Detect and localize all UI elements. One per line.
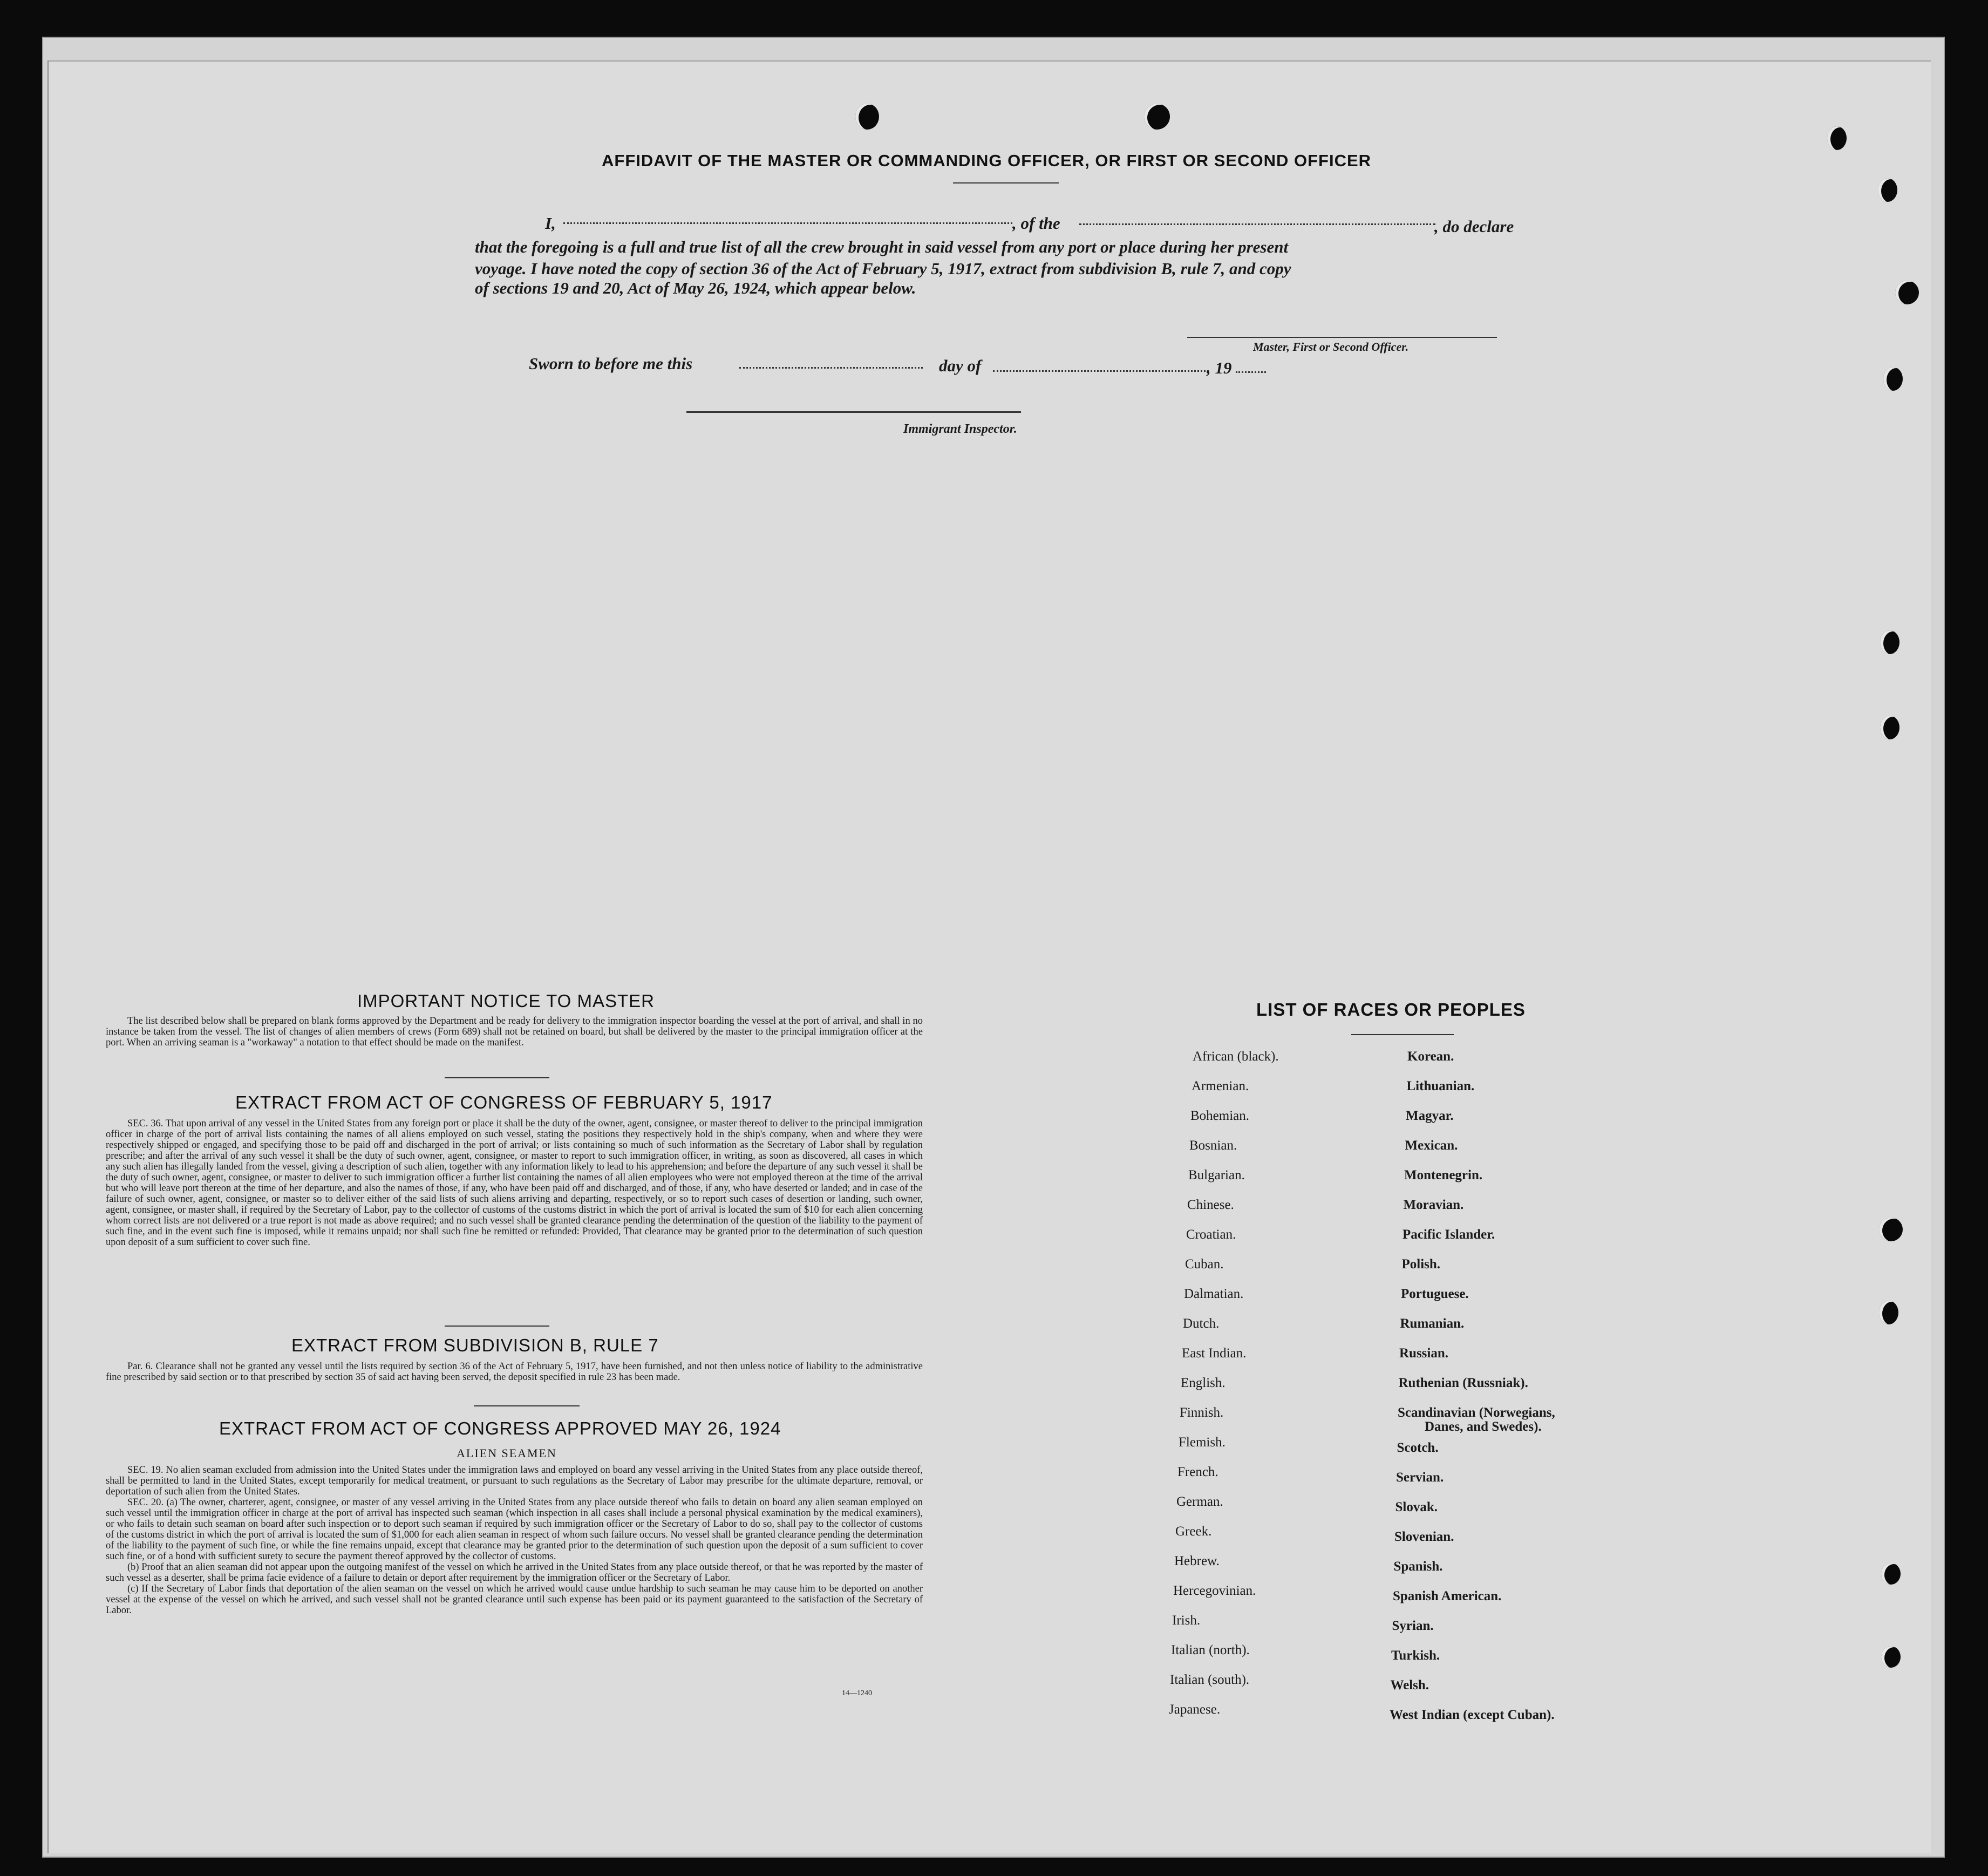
section-rule xyxy=(445,1326,549,1327)
extract-1924-title: EXTRACT FROM ACT OF CONGRESS APPROVED MAY 26, 1924 xyxy=(219,1418,781,1438)
race-item: Polish. xyxy=(1401,1257,1441,1272)
notice-text: The list described below shall be prepared on blank forms approved by the Department and be ready for delivery to the immigration inspector boarding the vessel at the port of arrival, and shall in no instance be taken from the vessel. The list of changes of alien members of crews (Form 689) shall not be retained on board, but shall be delivered by the master to the principal immigration officer at the port. When an arriving seaman is a "workaway" a notation to that effect should be made on the manifest. xyxy=(106,1016,923,1048)
race-item: Mexican. xyxy=(1405,1138,1458,1153)
vessel-field[interactable] xyxy=(1079,223,1435,225)
section-rule xyxy=(474,1405,580,1406)
race-item: Dutch. xyxy=(1183,1316,1220,1331)
race-item: Hercegovinian. xyxy=(1173,1583,1256,1598)
punch-hole xyxy=(1144,104,1170,130)
race-item: Moravian. xyxy=(1403,1198,1464,1212)
affidavit-line-3: voyage. I have noted the copy of section 36 of the Act of February 5, 1917, extract from subdivision B, rule 7, and copy xyxy=(475,259,1291,278)
punch-hole xyxy=(1879,1301,1898,1324)
race-item: Bulgarian. xyxy=(1188,1168,1245,1182)
race-item: Chinese. xyxy=(1187,1198,1234,1212)
punch-hole xyxy=(1881,1563,1901,1585)
alien-seamen-subtitle: ALIEN SEAMEN xyxy=(457,1446,557,1460)
affidavit-line-2: that the foregoing is a full and true list of all the crew brought in said vessel from any port or place during her present xyxy=(475,237,1289,256)
race-item: Portuguese. xyxy=(1401,1287,1469,1301)
sec-20c-text: (c) If the Secretary of Labor finds that deportation of the alien seaman on the vessel on which he arrived would cause undue hardship to such seaman he may cause him to be deported on another vessel at the expense of the vessel on which he arrived, and such vessel shall not be granted clearance until such expense has been paid or its payment guaranteed to the satisfaction of the Secretary of Labor. xyxy=(106,1583,923,1616)
race-item: Bosnian. xyxy=(1189,1138,1237,1153)
day-of-label: day of xyxy=(939,356,982,375)
race-item: Montenegrin. xyxy=(1404,1168,1483,1182)
sworn-day-field[interactable] xyxy=(739,367,923,369)
race-item: Bohemian. xyxy=(1190,1109,1250,1123)
race-item: African (black). xyxy=(1193,1049,1279,1064)
rule-7-body xyxy=(106,1361,923,1383)
race-item: Scandinavian (Norwegians, xyxy=(1398,1405,1555,1420)
race-item: Russian. xyxy=(1399,1346,1449,1361)
extract-1917-body xyxy=(106,1118,923,1248)
race-item: Croatian. xyxy=(1186,1227,1236,1242)
extract-1917-title: EXTRACT FROM ACT OF CONGRESS OF FEBRUARY 5, 1917 xyxy=(235,1092,773,1112)
race-item: Greek. xyxy=(1175,1524,1212,1539)
sec-20a-text: SEC. 20. (a) The owner, charterer, agent, consignee, or master of any vessel arriving in the United States from any place outside thereof who fails to detain on board any alien seaman employed on such vessel until the immigration officer in charge at the port of arrival has inspected such seaman (which inspection in all cases shall include a personal physical examination by the medical examiners), or who fails to detain such seaman on board after such inspection or to deport such seaman if required by such immigration officer or the Secretary of Labor to do so, shall pay to the collector of customs of the customs district in which the port of arrival is located the sum of $1,000 for each alien seaman in respect of whom such failure occurs. No vessel shall be granted clearance pending the determination of the liability to the payment of such fine, or while the fine remains unpaid, except that clearance may be granted prior to the determination of such question upon the deposit of a sum sufficient to cover such fine, or of a bond with sufficient surety to secure the payment thereof approved by the collector of customs. xyxy=(106,1497,923,1562)
of-the-label: , of the xyxy=(1012,214,1060,233)
do-declare-label: , do declare xyxy=(1434,217,1514,236)
sworn-month-field[interactable] xyxy=(993,370,1209,372)
race-item: Ruthenian (Russniak). xyxy=(1398,1376,1528,1390)
punch-hole xyxy=(1881,1646,1901,1668)
race-item: Italian (south). xyxy=(1170,1673,1250,1687)
race-item: Rumanian. xyxy=(1400,1316,1465,1331)
races-title-rule xyxy=(1351,1034,1454,1035)
race-item: Japanese. xyxy=(1169,1702,1221,1717)
race-item: Spanish. xyxy=(1393,1559,1443,1574)
race-item: West Indian (except Cuban). xyxy=(1390,1708,1555,1722)
affidavit-line-4: of sections 19 and 20, Act of May 26, 1924, which appear below. xyxy=(475,278,916,297)
race-item: Lithuanian. xyxy=(1406,1079,1475,1093)
par-6-text: Par. 6. Clearance shall not be granted any vessel until the lists required by section 36 of the Act of February 5, 1917, have been furnished, and not then unless notice of liability to the administrative fine prescribed by said section or to that prescribed by section 35 of said act having been served, the deposit specified in rule 23 has been made. xyxy=(106,1361,923,1383)
sworn-label: Sworn to before me this xyxy=(529,354,693,373)
notice-title: IMPORTANT NOTICE TO MASTER xyxy=(357,991,655,1011)
race-item: Armenian. xyxy=(1192,1079,1249,1093)
affidavit-i-label: I, xyxy=(545,214,556,233)
race-item: Turkish. xyxy=(1391,1648,1440,1663)
race-item: Magyar. xyxy=(1406,1109,1454,1123)
rule-7-title: EXTRACT FROM SUBDIVISION B, RULE 7 xyxy=(291,1335,659,1355)
race-item: English. xyxy=(1181,1376,1226,1390)
sworn-year-field[interactable] xyxy=(1236,371,1266,373)
year-prefix-label: , 19 xyxy=(1207,358,1232,377)
race-item: Flemish. xyxy=(1179,1435,1226,1450)
punch-hole xyxy=(1880,716,1900,739)
punch-hole xyxy=(1878,178,1897,202)
punch-hole xyxy=(1895,281,1919,304)
races-title: LIST OF RACES OR PEOPLES xyxy=(1256,1000,1526,1019)
race-item: Dalmatian. xyxy=(1184,1287,1244,1301)
race-item: German. xyxy=(1176,1494,1223,1509)
race-item: Servian. xyxy=(1396,1470,1444,1485)
name-field[interactable] xyxy=(563,222,1012,224)
race-item: Irish. xyxy=(1172,1613,1201,1628)
race-item: Syrian. xyxy=(1392,1619,1434,1633)
race-item: Italian (north). xyxy=(1171,1643,1250,1657)
punch-hole xyxy=(1883,367,1903,391)
sec-20b-text: (b) Proof that an alien seaman did not appear upon the outgoing manifest of the vessel on which he arrived in the United States from any place outside thereof, or that he was reported by the master of such vessel as a deserter, shall be prima facie evidence of a failure to detain or deport after requirement by the immigration officer or the Secretary of Labor. xyxy=(106,1562,923,1583)
race-item: Danes, and Swedes). xyxy=(1425,1419,1542,1434)
inspector-label: Immigrant Inspector. xyxy=(903,422,1017,436)
race-item: East Indian. xyxy=(1182,1346,1247,1361)
race-item: Finnish. xyxy=(1180,1405,1224,1420)
race-item: Pacific Islander. xyxy=(1403,1227,1495,1242)
race-item: Slovak. xyxy=(1395,1500,1438,1514)
race-item: Hebrew. xyxy=(1174,1554,1220,1568)
race-item: French. xyxy=(1177,1465,1218,1479)
punch-hole xyxy=(1827,126,1847,150)
race-item: Welsh. xyxy=(1390,1678,1429,1693)
race-item: Spanish American. xyxy=(1393,1589,1502,1603)
race-item: Slovenian. xyxy=(1394,1530,1454,1544)
punch-hole xyxy=(1880,630,1900,654)
sec-19-text: SEC. 19. No alien seaman excluded from admission into the United States under the immigration laws and employed on board any vessel arriving in the United States from any place outside thereof, shall be permitted to land in the United States, except temporarily for medical treatment, or pursuant to such regulations as the Secretary of Labor may prescribe for the ultimate departure, removal, or deportation of such alien from the United States. xyxy=(106,1465,923,1497)
master-signature-line[interactable] xyxy=(1187,337,1497,338)
race-item: Korean. xyxy=(1407,1049,1454,1064)
race-item: Scotch. xyxy=(1397,1440,1439,1455)
punch-hole xyxy=(1879,1218,1903,1241)
punch-hole xyxy=(855,104,879,130)
inspector-signature-line[interactable] xyxy=(686,411,1021,413)
sec-36-text: SEC. 36. That upon arrival of any vessel in the United States from any foreign port or place it shall be the duty of the owner, agent, consignee, or master thereof to deliver to the principal immigration officer in charge of the port of arrival lists containing the names of all aliens employed on such vessel, stating the positions they respectively hold in the ship's company, when and where they were respectively shipped or engaged, and specifying those to be paid off and discharged in the port of arrival; or lists containing so much of such information as the Secretary of Labor shall by regulation prescribe; and after the arrival of any such vessel it shall be the duty of such owner, agent, consignee, or master to report to such immigration officer, in writing, as soon as discovered, all cases in which any such alien has illegally landed from the vessel, giving a description of such alien, together with any information likely to lead to his apprehension; and before the departure of any such vessel it shall be the duty of such owner, agent, consignee, or master to deliver to such immigration officer a further list containing the names of all alien employees who were not employed thereon at the time of the arrival but who will leave port thereon at the time of her departure, and also the names of those, if any, who have been paid off and discharged, and of those, if any, who have deserted or landed; and in case of the failure of such owner, agent, consignee, or master so to deliver either of the said lists of such aliens arriving and departing, respectively, or so to report such cases of desertion or landing, such owner, agent, consignee, or master shall, if required by the Secretary of Labor, pay to the collector of customs of the customs district in which the port of arrival is located the sum of $10 for each alien concerning whom correct lists are not delivered or a true report is not made as above required; and no such vessel shall be granted clearance pending the determination of the question of the liability to the payment of such fine, and in the event such fine is imposed, while it remains unpaid; nor shall such fine be remitted or refunded: Provided, That clearance may be granted prior to the determination of such question upon deposit of a sum sufficient to cover such fine. xyxy=(106,1118,923,1248)
extract-1924-body xyxy=(106,1465,923,1616)
section-rule xyxy=(445,1077,549,1078)
affidavit-title: AFFIDAVIT OF THE MASTER OR COMMANDING OFFICER, OR FIRST OR SECOND OFFICER xyxy=(602,151,1372,170)
affidavit-title-rule xyxy=(953,182,1059,183)
race-item: Cuban. xyxy=(1185,1257,1224,1272)
notice-body xyxy=(106,1016,923,1048)
form-number: 14—1240 xyxy=(842,1689,872,1697)
master-signature-label: Master, First or Second Officer. xyxy=(1253,340,1409,354)
